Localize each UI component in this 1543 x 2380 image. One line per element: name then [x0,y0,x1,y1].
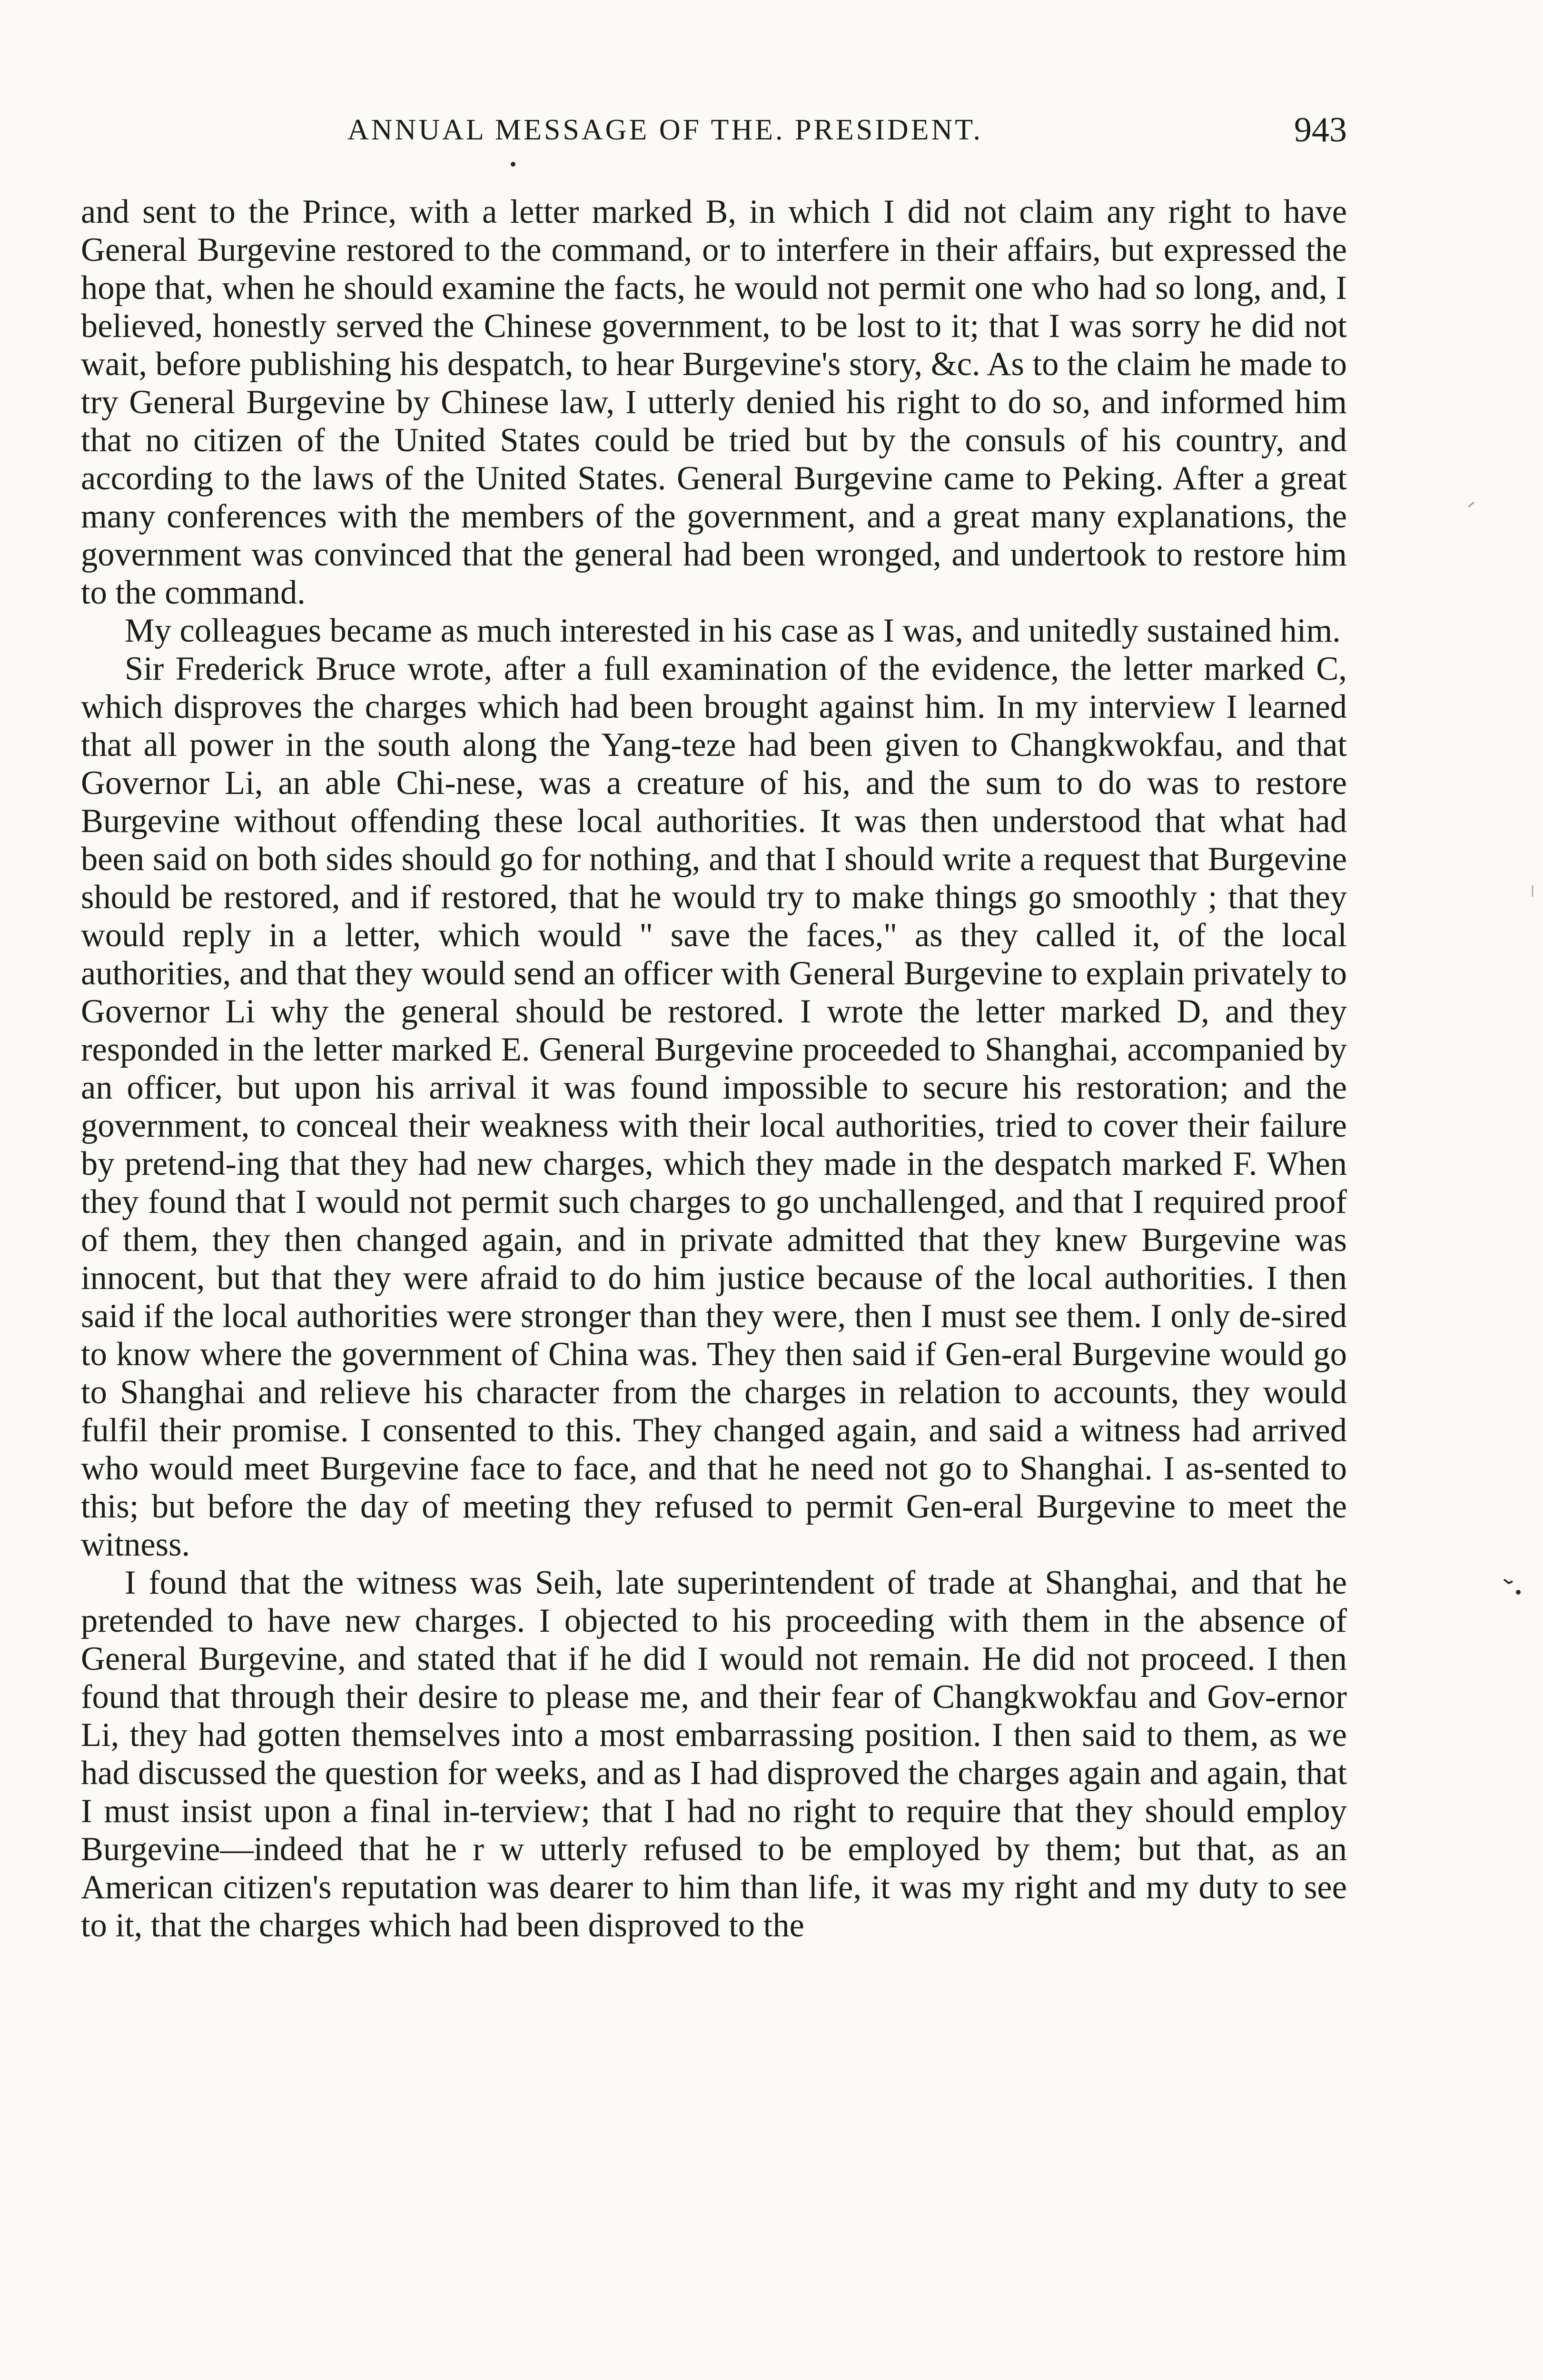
pencil-mark [1468,502,1474,507]
paragraph: Sir Frederick Bruce wrote, after a full examination of the evidence, the letter marked C, which disproves the charges which had been brought against him. In my interview I learned that all power in the south along the Yang-teze had been given to Changkwokfau, and that Governor Li, an able Chi-nese, was a creature of his, and the sum to do was to restore Burgevine without offending these local authorities. It was then understood that what had been said on both sides should go for nothing, and that I should write a request that Burgevine should be restored, and if restored, that he would try to make things go smoothly ; that they would reply in a letter, which would " save the faces," as they called it, of the local authorities, and that they would send an officer with General Burgevine to explain privately to Governor Li why the general should be restored. I wrote the letter marked D, and they responded in the letter marked E. General Burgevine proceeded to Shanghai, accompanied by an officer, but upon his arrival it was found impossible to secure his restoration; and the government, to conceal their weakness with their local authorities, tried to cover their failure by pretend-ing that they had new charges, which they made in the despatch marked F. When they found that I would not permit such charges to go unchallenged, and that I required proof of them, they then changed again, and in private admitted that they knew Burgevine was innocent, but that they were afraid to do him justice because of the local authorities. I then said if the local authorities were stronger than they were, then I must see them. I only de-sired to know where the government of China was. They then said if Gen-eral Burgevine would go to Shanghai and relieve his character from the charges in relation to accounts, they would fulfil their promise. I consented to this. They changed again, and said a witness had arrived who would meet Burgevine face to face, and that he need not go to Shanghai. I as-sented to this; but before the day of meeting they refused to permit Gen-eral Burgevine to meet the witness. [81,650,1347,1563]
paragraph: My colleagues became as much interested in his case as I was, and unitedly sustained him. [125,612,1341,649]
paragraph: and sent to the Prince, with a letter marked B, in which I did not claim any right to have General Burgevine restored to the command, or to interfere in their affairs, but expressed the hope that, when he should examine the facts, he would not permit one who had so long, and, I believed, honestly served the Chinese government, to be lost to it; that I was sorry he did not wait, before publishing his despatch, to hear Burgevine's story, &c. As to the claim he made to try General Burgevine by Chinese law, I utterly denied his right to do so, and informed him that no citizen of the United States could be tried but by the consuls of his country, and according to the laws of the United States. General Burgevine came to Peking. After a great many conferences with the members of the government, and a great many explanations, the government was convinced that the general had been wronged, and undertook to restore him to the command. [81,193,1347,611]
page-header [81,109,1347,151]
ink-speck [1516,1590,1521,1595]
running-title: ANNUAL MESSAGE OF THE. PRESIDENT. [347,114,983,146]
page-number: 943 [1294,110,1347,149]
ink-speck [511,162,515,167]
paragraph: I found that the witness was Seih, late superintendent of trade at Shanghai, and that he pretended to have new charges. I objected to his proceeding with them in the absence of General Burgevine, and stated that if he did I would not remain. He did not proceed. I then found that through their desire to please me, and their fear of Changkwokfau and Gov-ernor Li, they had gotten themselves into a most embarrassing position. I then said to them, as we had discussed the question for weeks, and as I had disproved the charges again and again, that I must insist upon a final in-terview; that I had no right to require that they should employ Burgevine—indeed that he r w utterly refused to be employed by them; but that, as an American citizen's reputation was dearer to him than life, it was my right and my duty to see to it, that the charges which had been disproved to the [81,1564,1347,1944]
ink-mark [1504,1579,1513,1583]
body-text [81,193,1347,1944]
